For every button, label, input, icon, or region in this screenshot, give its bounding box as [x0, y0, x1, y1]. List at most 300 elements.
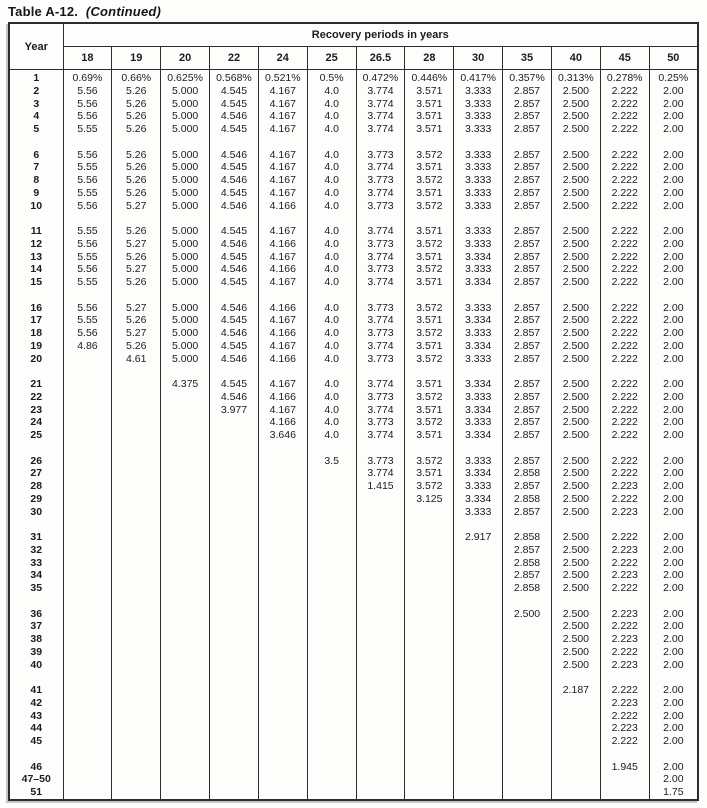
table-cell: 3.571 [405, 404, 454, 417]
table-row [9, 416, 698, 429]
table-cell [161, 608, 210, 621]
table-cell: 1.75 [649, 786, 698, 800]
year-label: 23 [30, 403, 43, 416]
table-cell [112, 506, 161, 519]
spacer-cell [258, 595, 307, 608]
table-cell: 2.00 [649, 391, 698, 404]
year-label: 10 [30, 199, 43, 212]
table-cell [112, 620, 161, 633]
table-cell [405, 620, 454, 633]
table-cell: 4.0 [307, 429, 356, 442]
table-cell: 4.546 [210, 238, 259, 251]
table-cell [161, 391, 210, 404]
spacer-cell [356, 289, 405, 302]
table-cell: 5.26 [112, 85, 161, 98]
table-cell [356, 722, 405, 735]
table-cell: 3.571 [405, 314, 454, 327]
table-cell: 2.222 [600, 314, 649, 327]
table-cell: 3.333 [454, 480, 503, 493]
table-cell [551, 786, 600, 800]
table-cell: 5.26 [112, 187, 161, 200]
spacer-cell [112, 748, 161, 761]
table-cell [258, 773, 307, 786]
table-cell [258, 735, 307, 748]
year-label: 34 [30, 569, 43, 582]
table-cell: 2.858 [503, 582, 552, 595]
table-cell [258, 531, 307, 544]
year-label: 13 [30, 250, 43, 263]
year-label: 11 [30, 225, 42, 237]
table-cell [503, 786, 552, 800]
table-cell: 5.000 [161, 110, 210, 123]
year-label: 16 [30, 301, 43, 314]
table-cell: 2.222 [600, 710, 649, 723]
table-cell: 2.00 [649, 582, 698, 595]
table-cell: 2.222 [600, 391, 649, 404]
table-cell [551, 761, 600, 774]
table-cell [405, 544, 454, 557]
table-cell [63, 722, 112, 735]
table-cell [210, 429, 259, 442]
table-cell [454, 722, 503, 735]
table-cell: 4.545 [210, 314, 259, 327]
column-header: 35 [503, 47, 552, 70]
table-cell: 0.357% [503, 70, 552, 85]
year-label: 2 [33, 84, 40, 97]
table-cell [112, 722, 161, 735]
spacer-cell [503, 212, 552, 225]
table-cell: 2.857 [503, 238, 552, 251]
group-spacer-row [9, 442, 698, 455]
table-cell: 2.00 [649, 480, 698, 493]
table-cell: 5.000 [161, 98, 210, 111]
table-cell: 5.000 [161, 353, 210, 366]
table-cell: 4.86 [63, 340, 112, 353]
table-cell: 2.500 [551, 187, 600, 200]
table-cell: 2.857 [503, 506, 552, 519]
spacer-cell [356, 212, 405, 225]
year-label: 3 [33, 97, 40, 110]
table-cell: 2.222 [600, 429, 649, 442]
table-cell: 2.500 [551, 659, 600, 672]
table-cell: 2.00 [649, 149, 698, 162]
table-cell: 4.166 [258, 200, 307, 213]
year-label: 47–50 [21, 773, 51, 786]
table-row [9, 110, 698, 123]
table-cell: 4.546 [210, 149, 259, 162]
table-cell [112, 544, 161, 557]
table-cell [307, 735, 356, 748]
table-cell [307, 659, 356, 672]
table-cell [161, 761, 210, 774]
table-cell: 2.857 [503, 340, 552, 353]
spacer-cell [503, 595, 552, 608]
table-cell: 2.500 [551, 416, 600, 429]
year-label: 14 [30, 263, 43, 276]
table-cell: 2.500 [551, 531, 600, 544]
table-cell [112, 582, 161, 595]
table-cell: 4.167 [258, 276, 307, 289]
spacer-cell [600, 671, 649, 684]
table-cell [210, 455, 259, 468]
year-label: 24 [30, 416, 43, 429]
table-cell: 3.334 [454, 493, 503, 506]
table-cell: 2.00 [649, 225, 698, 238]
table-row [9, 302, 698, 315]
table-cell: 2.00 [649, 646, 698, 659]
table-cell [63, 455, 112, 468]
spacer-cell [210, 748, 259, 761]
table-cell [63, 697, 112, 710]
table-cell: 4.166 [258, 391, 307, 404]
table-cell: 0.446% [405, 70, 454, 85]
table-cell: 2.857 [503, 251, 552, 264]
spacer-cell [258, 212, 307, 225]
table-row [9, 455, 698, 468]
table-cell: 2.857 [503, 200, 552, 213]
table-row [9, 238, 698, 251]
table-cell [356, 582, 405, 595]
table-cell: 2.857 [503, 480, 552, 493]
year-label: 46 [30, 760, 43, 773]
table-cell [112, 659, 161, 672]
table-cell: 4.0 [307, 161, 356, 174]
spacer-cell [307, 136, 356, 149]
table-cell [454, 557, 503, 570]
spacer-cell [405, 365, 454, 378]
table-cell: 3.572 [405, 302, 454, 315]
table-row [9, 684, 698, 697]
table-cell: 3.572 [405, 149, 454, 162]
table-cell: 5.000 [161, 302, 210, 315]
spacer-cell [307, 671, 356, 684]
table-cell: 3.333 [454, 353, 503, 366]
table-row [9, 620, 698, 633]
table-cell: 4.167 [258, 187, 307, 200]
table-cell: 4.545 [210, 251, 259, 264]
table-cell: 2.223 [600, 480, 649, 493]
spacer-cell [112, 518, 161, 531]
table-cell: 2.222 [600, 455, 649, 468]
table-cell: 3.334 [454, 314, 503, 327]
table-row [9, 544, 698, 557]
table-cell [307, 773, 356, 786]
table-cell [307, 569, 356, 582]
spacer-cell [649, 595, 698, 608]
spacer-cell [63, 212, 112, 225]
table-cell: 5.26 [112, 110, 161, 123]
column-header: 30 [454, 47, 503, 70]
year-label: 31 [30, 531, 43, 543]
spacer-cell [112, 365, 161, 378]
spacer-cell [649, 136, 698, 149]
table-cell: 2.222 [600, 302, 649, 315]
table-cell [307, 557, 356, 570]
table-cell [356, 620, 405, 633]
spacer-cell [307, 595, 356, 608]
table-cell: 3.774 [356, 467, 405, 480]
table-cell: 5.56 [63, 149, 112, 162]
table-cell [112, 493, 161, 506]
year-label: 25 [30, 429, 43, 441]
spacer-cell [356, 136, 405, 149]
table-cell [600, 773, 649, 786]
column-header: 19 [112, 47, 161, 70]
table-cell: 4.167 [258, 378, 307, 391]
table-cell [63, 544, 112, 557]
table-cell: 2.00 [649, 416, 698, 429]
table-cell: 2.00 [649, 378, 698, 391]
year-label: 12 [30, 237, 43, 250]
table-cell [258, 557, 307, 570]
table-row [9, 659, 698, 672]
table-cell: 5.26 [112, 174, 161, 187]
table-cell [307, 493, 356, 506]
table-cell [161, 531, 210, 544]
table-cell: 2.223 [600, 608, 649, 621]
table-cell: 3.333 [454, 391, 503, 404]
table-cell: 5.56 [63, 327, 112, 340]
group-spacer-row [9, 671, 698, 684]
spacer-cell [405, 442, 454, 455]
table-cell: 3.773 [356, 149, 405, 162]
table-cell: 4.546 [210, 200, 259, 213]
table-cell [112, 416, 161, 429]
table-cell: 2.857 [503, 263, 552, 276]
spacer-cell [161, 136, 210, 149]
table-cell: 5.56 [63, 110, 112, 123]
spacer-cell [600, 518, 649, 531]
spacer-cell [161, 212, 210, 225]
table-cell [112, 735, 161, 748]
table-cell: 2.222 [600, 98, 649, 111]
table-cell: 2.222 [600, 353, 649, 366]
table-cell [405, 786, 454, 800]
year-label: 29 [30, 492, 43, 505]
table-row [9, 646, 698, 659]
spacer-cell [454, 289, 503, 302]
table-cell: 2.857 [503, 174, 552, 187]
table-cell [503, 646, 552, 659]
table-cell [210, 569, 259, 582]
table-cell: 4.0 [307, 110, 356, 123]
table-cell [405, 557, 454, 570]
spacer-cell [503, 518, 552, 531]
table-cell [356, 531, 405, 544]
year-label: 21 [30, 378, 43, 390]
table-cell: 3.773 [356, 391, 405, 404]
table-cell: 5.26 [112, 340, 161, 353]
table-cell: 2.00 [649, 493, 698, 506]
year-label: 17 [30, 314, 43, 327]
table-cell: 3.571 [405, 85, 454, 98]
table-cell [405, 735, 454, 748]
table-cell [405, 506, 454, 519]
table-cell: 5.27 [112, 200, 161, 213]
table-cell: 0.278% [600, 70, 649, 85]
table-cell [161, 684, 210, 697]
table-cell: 5.55 [63, 123, 112, 136]
table-cell: 2.00 [649, 506, 698, 519]
table-cell: 3.773 [356, 327, 405, 340]
year-label: 30 [30, 505, 43, 518]
spacer-cell [258, 671, 307, 684]
table-cell: 3.334 [454, 276, 503, 289]
table-cell [258, 493, 307, 506]
spacer-cell [454, 442, 503, 455]
year-label: 9 [33, 186, 40, 199]
table-cell: 4.0 [307, 174, 356, 187]
table-cell: 0.25% [649, 70, 698, 85]
table-cell [63, 480, 112, 493]
table-cell: 4.167 [258, 225, 307, 238]
table-row [9, 340, 698, 353]
spacer-cell [210, 212, 259, 225]
spacer-cell [258, 442, 307, 455]
table-cell [454, 761, 503, 774]
spacer-cell [161, 518, 210, 531]
table-cell: 2.222 [600, 161, 649, 174]
table-cell: 2.00 [649, 238, 698, 251]
table-cell [258, 633, 307, 646]
table-cell [258, 608, 307, 621]
spacer-cell [503, 671, 552, 684]
table-cell [356, 697, 405, 710]
table-cell: 5.000 [161, 149, 210, 162]
table-cell: 5.56 [63, 85, 112, 98]
year-label: 6 [33, 148, 40, 161]
table-cell: 2.500 [551, 506, 600, 519]
group-spacer-row [9, 518, 698, 531]
table-row [9, 569, 698, 582]
spacer-cell [551, 212, 600, 225]
table-cell [112, 467, 161, 480]
table-cell: 0.313% [551, 70, 600, 85]
table-cell: 3.333 [454, 174, 503, 187]
table-cell [307, 633, 356, 646]
table-cell [356, 544, 405, 557]
table-cell: 4.0 [307, 149, 356, 162]
table-cell: 1.415 [356, 480, 405, 493]
table-cell [405, 710, 454, 723]
table-cell: 5.27 [112, 302, 161, 315]
table-cell: 3.774 [356, 404, 405, 417]
spacer-cell [258, 289, 307, 302]
table-cell: 2.222 [600, 110, 649, 123]
table-cell: 2.00 [649, 722, 698, 735]
table-cell: 2.00 [649, 327, 698, 340]
spacer-cell [307, 518, 356, 531]
table-row [9, 710, 698, 723]
table-cell: 3.571 [405, 110, 454, 123]
table-cell: 4.0 [307, 200, 356, 213]
table-cell [405, 608, 454, 621]
table-cell: 3.977 [210, 404, 259, 417]
table-cell [63, 684, 112, 697]
spacer-cell [112, 212, 161, 225]
table-cell: 2.222 [600, 327, 649, 340]
table-cell: 2.222 [600, 735, 649, 748]
table-cell [63, 416, 112, 429]
table-cell [307, 544, 356, 557]
spacer-cell [454, 518, 503, 531]
table-cell: 3.334 [454, 251, 503, 264]
table-cell: 2.500 [551, 480, 600, 493]
table-cell: 2.917 [454, 531, 503, 544]
table-cell [161, 416, 210, 429]
table-cell [307, 480, 356, 493]
table-cell [503, 722, 552, 735]
table-cell: 4.167 [258, 404, 307, 417]
table-cell: 4.0 [307, 340, 356, 353]
table-cell: 2.00 [649, 404, 698, 417]
table-cell: 3.333 [454, 263, 503, 276]
table-cell: 0.417% [454, 70, 503, 85]
column-header: 24 [258, 47, 307, 70]
spacer-cell [210, 442, 259, 455]
table-cell: 2.223 [600, 633, 649, 646]
table-cell: 2.00 [649, 98, 698, 111]
table-cell [405, 697, 454, 710]
table-cell: 5.56 [63, 263, 112, 276]
table-cell: 3.774 [356, 187, 405, 200]
column-header: 28 [405, 47, 454, 70]
spacer-cell [9, 671, 63, 684]
table-cell [63, 786, 112, 800]
table-cell: 2.222 [600, 582, 649, 595]
table-cell [405, 659, 454, 672]
spacer-cell [551, 595, 600, 608]
table-cell [405, 684, 454, 697]
table-cell: 2.500 [551, 378, 600, 391]
table-cell: 5.56 [63, 238, 112, 251]
table-cell [161, 646, 210, 659]
table-cell: 2.857 [503, 327, 552, 340]
table-cell: 2.223 [600, 569, 649, 582]
spacer-cell [551, 136, 600, 149]
table-cell: 4.0 [307, 314, 356, 327]
table-cell: 2.223 [600, 722, 649, 735]
table-cell: 2.857 [503, 455, 552, 468]
table-cell [405, 582, 454, 595]
table-cell [258, 569, 307, 582]
table-cell: 4.0 [307, 404, 356, 417]
table-cell: 4.0 [307, 416, 356, 429]
table-cell [112, 773, 161, 786]
table-row [9, 263, 698, 276]
table-cell: 4.0 [307, 251, 356, 264]
table-cell [161, 404, 210, 417]
table-cell [161, 786, 210, 800]
year-label: 36 [30, 607, 43, 620]
spacer-cell [356, 595, 405, 608]
table-cell [210, 493, 259, 506]
table-cell: 2.00 [649, 187, 698, 200]
table-row [9, 697, 698, 710]
table-cell [454, 773, 503, 786]
table-cell: 4.546 [210, 302, 259, 315]
table-cell: 3.333 [454, 110, 503, 123]
spacer-cell [454, 671, 503, 684]
table-cell: 5.000 [161, 123, 210, 136]
table-cell [112, 684, 161, 697]
column-headers-row [9, 47, 698, 70]
table-cell: 2.500 [551, 455, 600, 468]
table-cell [112, 391, 161, 404]
spacer-cell [356, 748, 405, 761]
table-cell [63, 353, 112, 366]
table-cell: 4.545 [210, 98, 259, 111]
